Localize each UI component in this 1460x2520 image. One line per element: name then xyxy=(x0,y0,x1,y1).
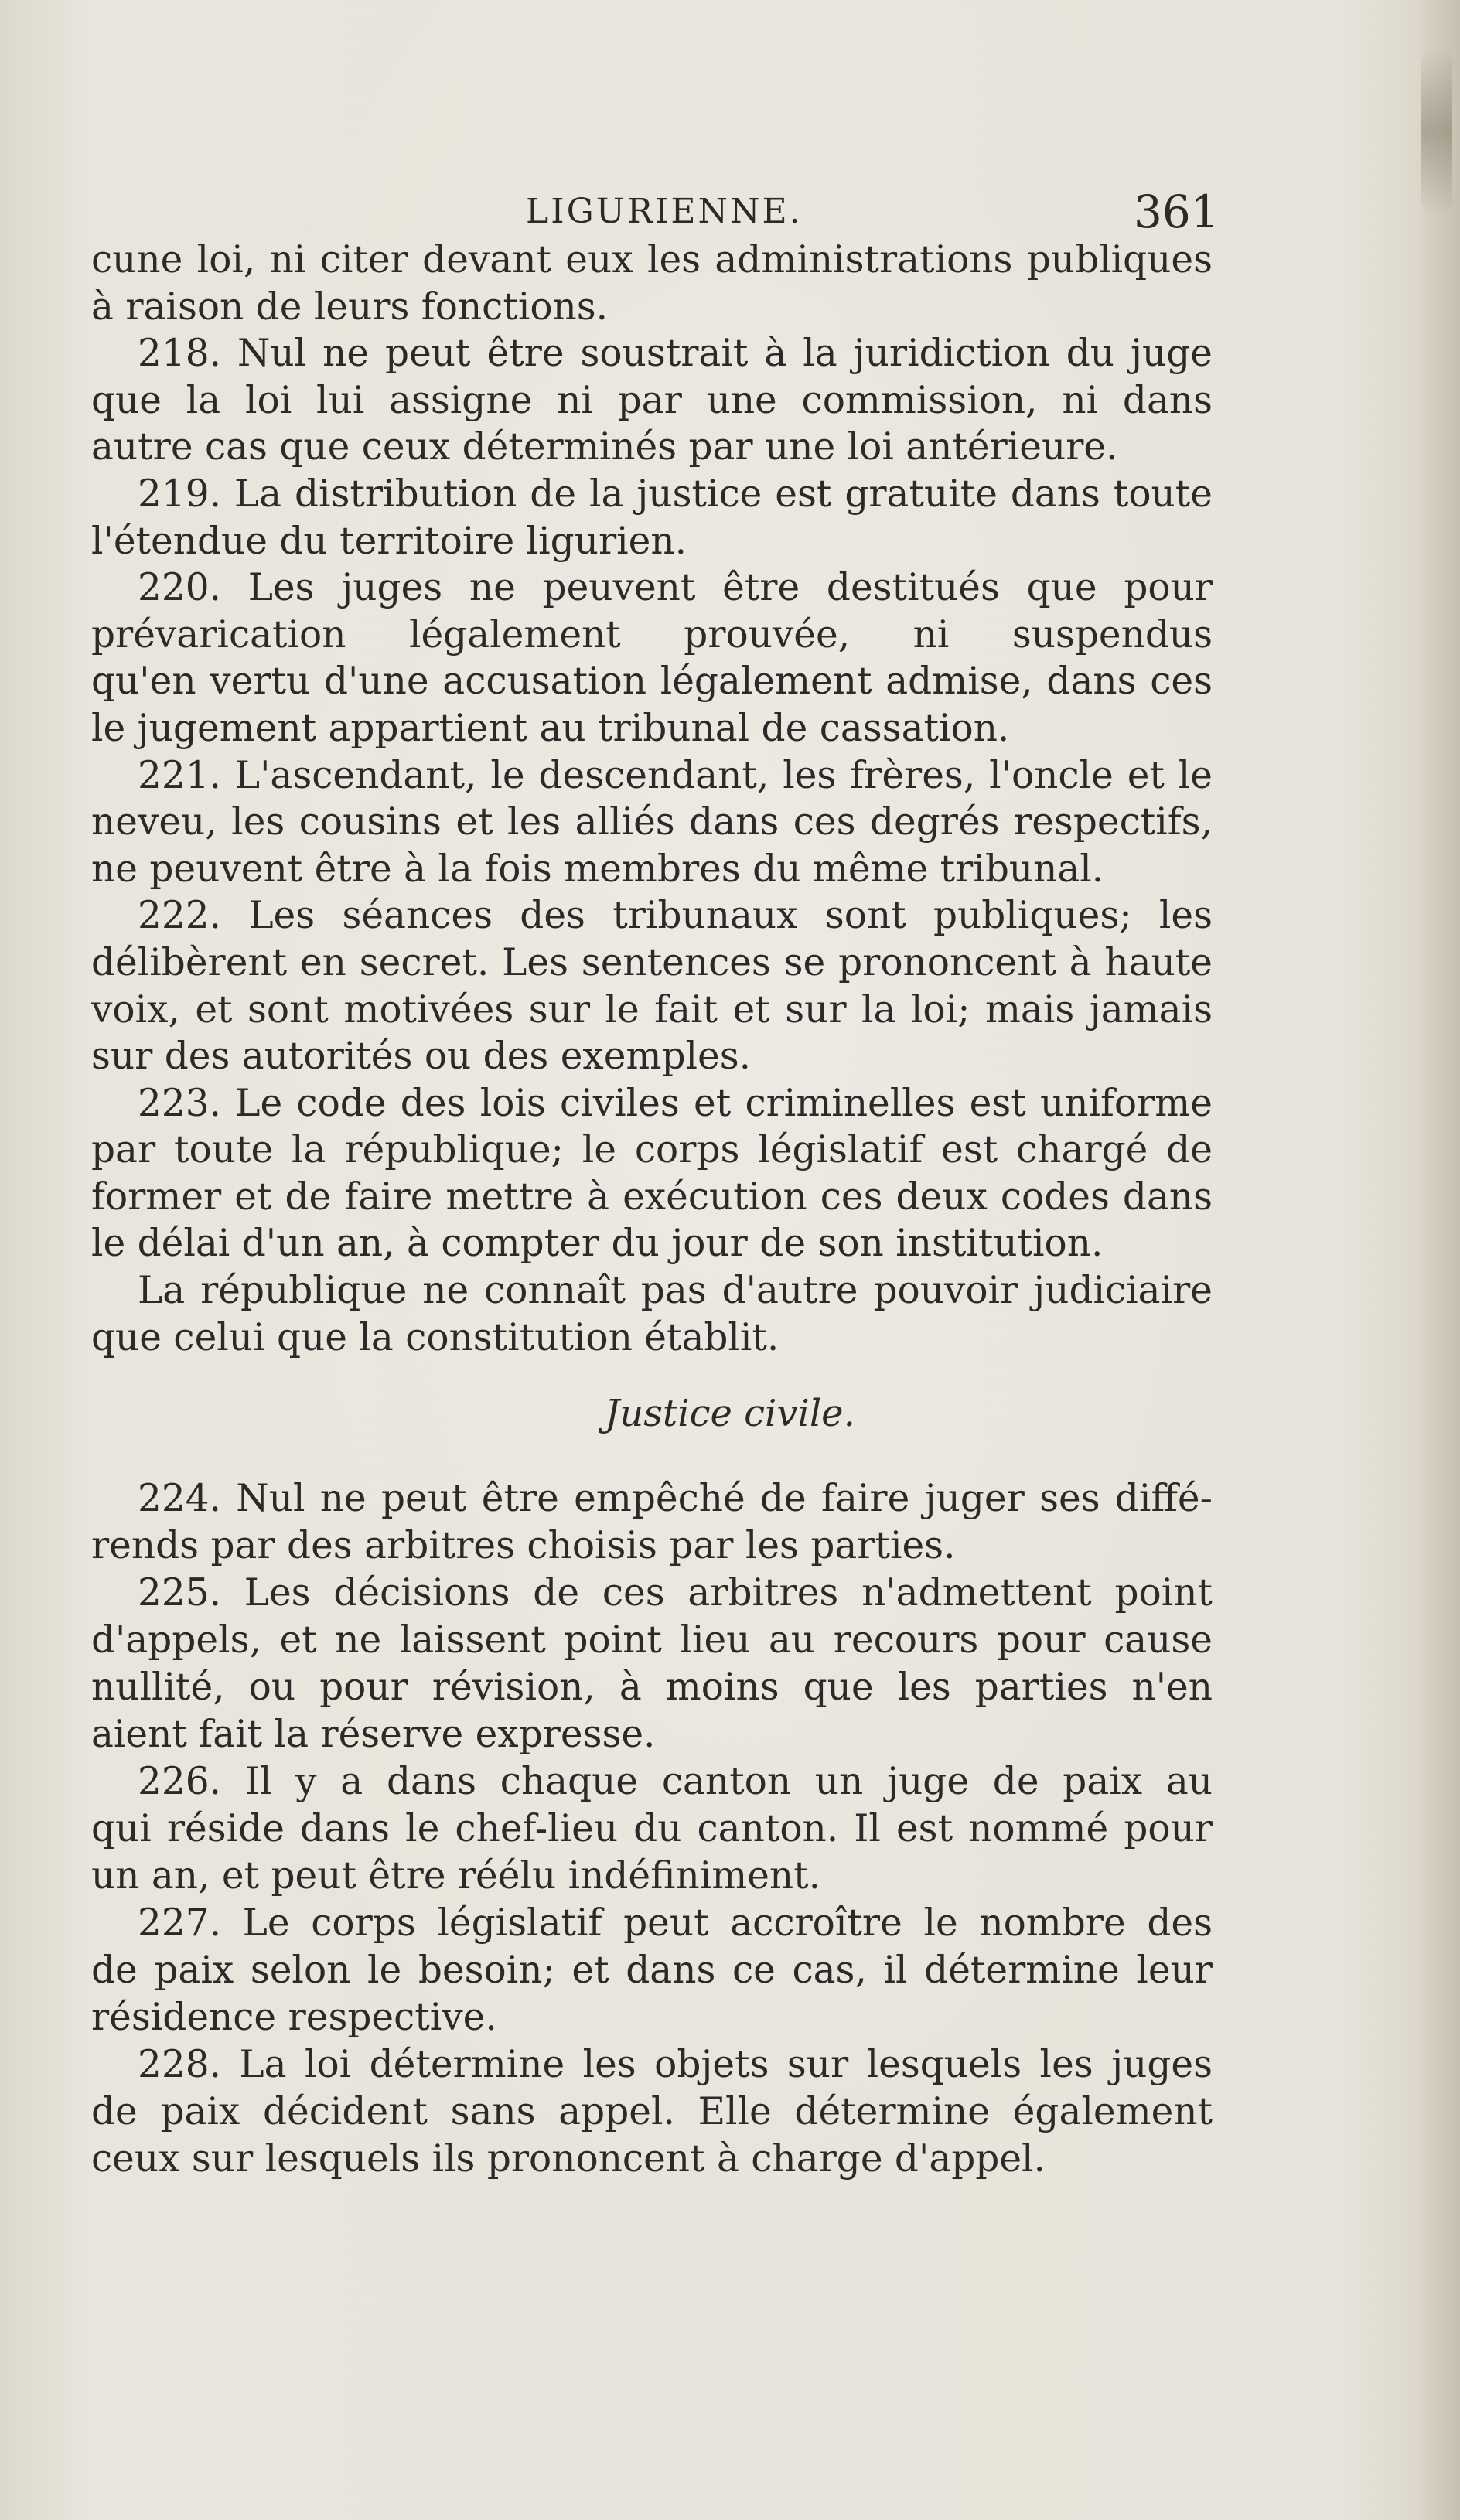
text-line: cune loi, ni citer devant eux les administrations publiques xyxy=(91,238,1213,281)
text-line: La république ne connaît pas d'autre pouvoir judiciaire xyxy=(138,1269,1213,1313)
text-line: autre cas que ceux déterminés par une loi antérieure. xyxy=(91,425,1118,469)
text-line: 219. La distribution de la justice est gratuite dans toute xyxy=(138,472,1213,516)
text-line: prévarication légalement prouvée, ni suspendus xyxy=(91,612,1213,656)
text-line: voix, et sont motivées sur le fait et sur la loi; mais jamais xyxy=(91,987,1213,1032)
text-line: sur des autorités ou des exemples. xyxy=(91,1035,752,1079)
text-line: de paix selon le besoin; et dans ce cas, il détermine leur xyxy=(91,1949,1213,1992)
text-line: de paix décident sans appel. Elle détermine également xyxy=(91,2090,1213,2133)
text-line: 227. Le corps législatif peut accroître le nombre des xyxy=(138,1901,1213,1945)
text-line: que celui que la constitution établit. xyxy=(91,1315,779,1359)
text-line: 223. Le code des lois civiles et criminelles est uniforme xyxy=(138,1081,1213,1125)
text-line: rends par des arbitres choisis par les parties. xyxy=(91,1524,956,1567)
text-line: 228. La loi détermine les objets sur lesquels les juges xyxy=(138,2043,1213,2086)
text-line: 218. Nul ne peut être soustrait à la juridiction du juge xyxy=(138,332,1213,376)
running-head xyxy=(0,186,1460,240)
text-line: nullité, ou pour révision, à moins que les parties n'en xyxy=(91,1666,1213,1709)
text-line: 221. L'ascendant, le descendant, les frères, l'oncle et le xyxy=(138,753,1213,797)
text-line: que la loi lui assigne ni par une commission, ni dans xyxy=(91,378,1213,422)
body-text-after-heading xyxy=(91,1475,1213,2183)
text-line: à raison de leurs fonctions. xyxy=(91,285,609,329)
text-line: 220. Les juges ne peuvent être destitués que pour xyxy=(138,566,1213,610)
text-line: le délai d'un an, à compter du jour de son institution. xyxy=(91,1222,1104,1266)
text-line: 224. Nul ne peut être empêché de faire juger ses diffé- xyxy=(138,1477,1213,1520)
text-line: neveu, les cousins et les alliés dans ces degrés respectifs, xyxy=(91,800,1213,844)
text-line: le jugement appartient au tribunal de cassation. xyxy=(91,706,1010,750)
text-line: délibèrent en secret. Les sentences se prononcent à haute xyxy=(91,940,1213,984)
text-line: ceux sur lesquels ils prononcent à charge d'appel. xyxy=(91,2137,1046,2181)
body-text-before-heading xyxy=(91,237,1213,1361)
text-line: qui réside dans le chef-lieu du canton. Il est nommé pour xyxy=(91,1807,1213,1850)
text-line: d'appels, et ne laissent point lieu au recours pour cause xyxy=(91,1618,1213,1662)
text-line: 225. Les décisions de ces arbitres n'admettent point xyxy=(138,1571,1213,1615)
text-line: qu'en vertu d'une accusation légalement admise, dans ces xyxy=(91,660,1213,704)
text-line: 222. Les séances des tribunaux sont publiques; les xyxy=(138,894,1213,938)
text-line: par toute la république; le corps législatif est chargé de xyxy=(91,1128,1213,1172)
text-line: former et de faire mettre à exécution ces deux codes dans xyxy=(91,1175,1213,1219)
text-line: ne peuvent être à la fois membres du même tribunal. xyxy=(91,847,1104,891)
text-line: résidence respective. xyxy=(91,1996,497,2039)
running-title: LIGURIENNE. xyxy=(526,192,803,231)
section-heading: Justice civile. xyxy=(605,1392,855,1435)
text-line: 226. Il y a dans chaque canton un juge de paix au xyxy=(138,1760,1213,1803)
page-edge-shadow xyxy=(1414,0,1460,2520)
text-line: aient fait la réserve expresse. xyxy=(91,1713,656,1756)
text-line: l'étendue du territoire ligurien. xyxy=(91,519,687,563)
page-number: 361 xyxy=(1134,186,1220,238)
text-line: un an, et peut être réélu indéfiniment. xyxy=(91,1854,821,1898)
